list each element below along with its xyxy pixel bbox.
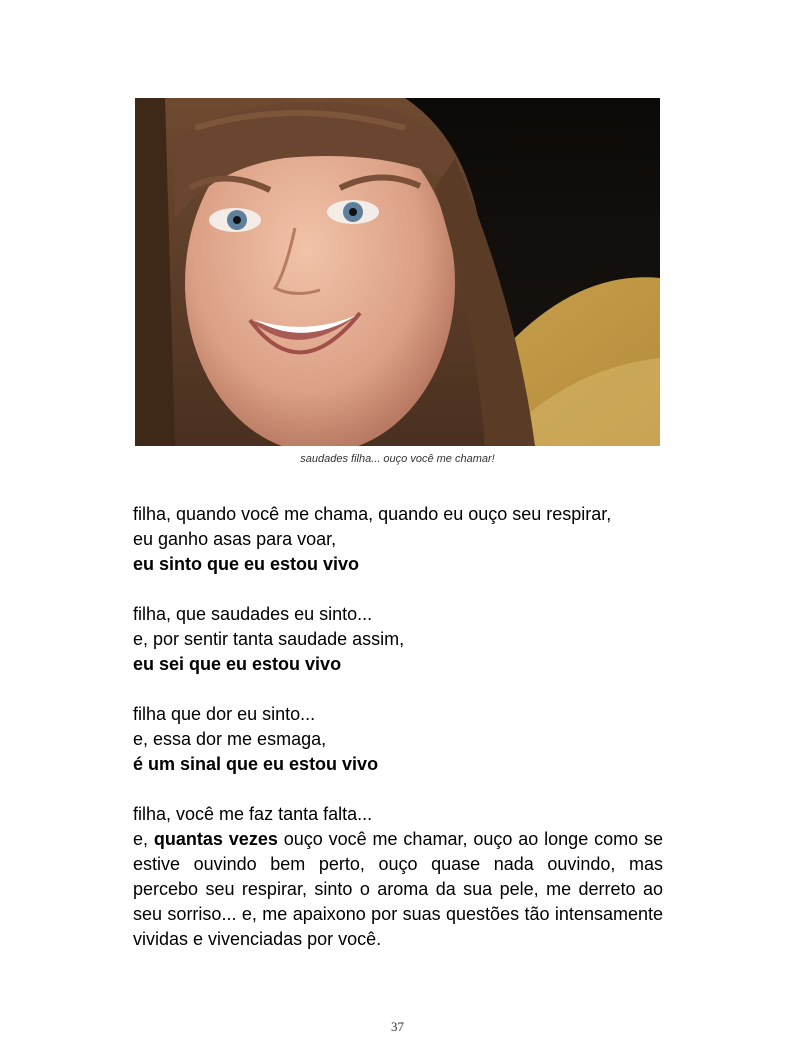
poem-line: filha que dor eu sinto... (133, 704, 316, 724)
poem-refrain: eu sei que eu estou vivo (133, 654, 342, 674)
stanza-gap (133, 777, 663, 802)
poem-line: eu ganho asas para voar, (133, 529, 337, 549)
poem-paragraph (133, 827, 663, 952)
poem-line: filha, quando você me chama, quando eu ouço seu respirar, (133, 504, 612, 524)
poem-line: e, essa dor me esmaga, (133, 729, 327, 749)
paragraph-emphasis: quantas vezes (153, 829, 278, 849)
paragraph-start: e, (133, 829, 149, 849)
poem-line: e, por sentir tanta saudade assim, (133, 629, 405, 649)
poem-line: filha, você me faz tanta falta... (133, 804, 373, 824)
poem-refrain: é um sinal que eu estou vivo (133, 754, 379, 774)
poem-text (133, 502, 663, 952)
paragraph-rest: ouço você me chamar, ouço ao longe como se estive ouvindo bem perto, ouço quase nada ouvindo, mas percebo seu respirar, sinto o aroma da sua pele, me derreto ao seu sorriso... e, me apaixono por suas questões tão intensamente vividas e vivenciadas por você. (133, 829, 663, 949)
photo-caption: saudades filha... ouço você me chamar! (300, 453, 495, 465)
poem-line: filha, que saudades eu sinto... (133, 604, 373, 624)
stanza-gap (133, 677, 663, 702)
page-number: 37 (391, 1019, 404, 1034)
stanza-gap (133, 577, 663, 602)
poem-refrain: eu sinto que eu estou vivo (133, 554, 360, 574)
portrait-photo (135, 98, 660, 446)
